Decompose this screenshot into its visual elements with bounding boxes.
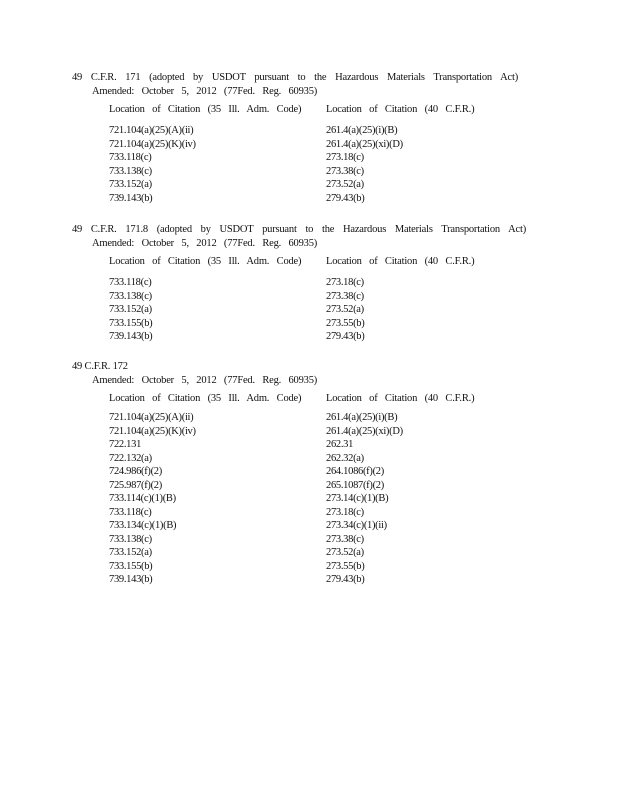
table-cell: 733.152(a) xyxy=(109,547,152,558)
table-cell: 721.104(a)(25)(K)(iv) xyxy=(109,138,196,150)
table-cell: 261.4(a)(25)(i)(B) xyxy=(326,125,398,136)
table-cell: 273.18(c) xyxy=(326,277,364,288)
table-cell: 733.134(c)(1)(B) xyxy=(109,520,177,531)
column-header-illinois: Location of Citation (35 Ill. Adm. Code) xyxy=(109,256,302,267)
column-header-cfr: Location of Citation (40 C.F.R.) xyxy=(326,256,475,267)
table-cell: 733.118(c) xyxy=(109,152,152,163)
table-cell: 733.114(c)(1)(B) xyxy=(109,493,176,504)
column-cfr-citations xyxy=(326,124,403,205)
table-cell: 733.152(a) xyxy=(109,304,152,315)
table-cell: 724.986(f)(2) xyxy=(109,466,162,477)
table-cell: 733.152(a) xyxy=(109,179,152,190)
column-illinois-citations xyxy=(109,124,196,205)
column-header-illinois: Location of Citation (35 Ill. Adm. Code) xyxy=(109,104,302,115)
amended-line: Amended: October 5, 2012 (77Fed. Reg. 60935) xyxy=(92,238,318,249)
table-cell: 722.131 xyxy=(109,439,142,450)
table-cell: 739.143(b) xyxy=(109,331,153,342)
table-cell: 273.38(c) xyxy=(326,533,364,545)
column-cfr-citations xyxy=(326,411,403,587)
table-cell: 733.155(b) xyxy=(109,317,153,329)
column-illinois-citations xyxy=(109,411,196,587)
table-cell: 279.43(b) xyxy=(326,331,365,342)
table-cell: 725.987(f)(2) xyxy=(109,479,162,491)
table-cell: 262.31 xyxy=(326,439,354,450)
table-cell: 273.52(a) xyxy=(326,179,364,190)
table-cell: 733.138(c) xyxy=(109,290,152,302)
amended-line: Amended: October 5, 2012 (77Fed. Reg. 60935) xyxy=(92,86,318,97)
table-cell: 261.4(a)(25)(xi)(D) xyxy=(326,425,403,437)
table-cell: 273.34(c)(1)(ii) xyxy=(326,520,387,531)
table-cell: 721.104(a)(25)(K)(iv) xyxy=(109,425,196,437)
table-cell: 261.4(a)(25)(xi)(D) xyxy=(326,138,403,150)
column-illinois-citations xyxy=(109,276,152,344)
table-cell: 733.138(c) xyxy=(109,533,152,545)
column-header-cfr: Location of Citation (40 C.F.R.) xyxy=(326,393,475,404)
column-header-cfr: Location of Citation (40 C.F.R.) xyxy=(326,104,475,115)
section-heading: 49 C.F.R. 171.8 (adopted by USDOT pursuant to the Hazardous Materials Transportation Act) xyxy=(72,224,526,235)
column-cfr-citations xyxy=(326,276,364,344)
table-cell: 733.138(c) xyxy=(109,165,152,177)
table-cell: 721.104(a)(25)(A)(ii) xyxy=(109,125,194,136)
table-cell: 273.18(c) xyxy=(326,152,364,163)
table-cell: 722.132(a) xyxy=(109,452,152,464)
amended-line: Amended: October 5, 2012 (77Fed. Reg. 60935) xyxy=(92,375,318,386)
table-cell: 733.118(c) xyxy=(109,506,152,518)
table-cell: 262.32(a) xyxy=(326,452,364,464)
table-cell: 739.143(b) xyxy=(109,574,153,585)
table-cell: 733.155(b) xyxy=(109,560,153,572)
section-heading: 49 C.F.R. 171 (adopted by USDOT pursuant to the Hazardous Materials Transportation Act) xyxy=(72,72,518,83)
table-cell: 273.14(c)(1)(B) xyxy=(326,493,389,504)
column-header-illinois: Location of Citation (35 Ill. Adm. Code) xyxy=(109,393,302,404)
table-cell: 273.55(b) xyxy=(326,317,365,329)
table-cell: 273.52(a) xyxy=(326,547,364,558)
table-cell: 273.38(c) xyxy=(326,290,364,302)
table-cell: 273.55(b) xyxy=(326,560,365,572)
table-cell: 273.52(a) xyxy=(326,304,364,315)
table-cell: 273.38(c) xyxy=(326,165,364,177)
table-cell: 733.118(c) xyxy=(109,277,152,288)
table-cell: 265.1087(f)(2) xyxy=(326,479,384,491)
table-cell: 721.104(a)(25)(A)(ii) xyxy=(109,412,194,423)
table-cell: 261.4(a)(25)(i)(B) xyxy=(326,412,398,423)
table-cell: 264.1086(f)(2) xyxy=(326,466,384,477)
section-heading: 49 C.F.R. 172 xyxy=(72,361,128,372)
table-cell: 279.43(b) xyxy=(326,192,365,204)
table-cell: 279.43(b) xyxy=(326,574,365,585)
table-cell: 273.18(c) xyxy=(326,506,364,518)
table-cell: 739.143(b) xyxy=(109,192,153,204)
